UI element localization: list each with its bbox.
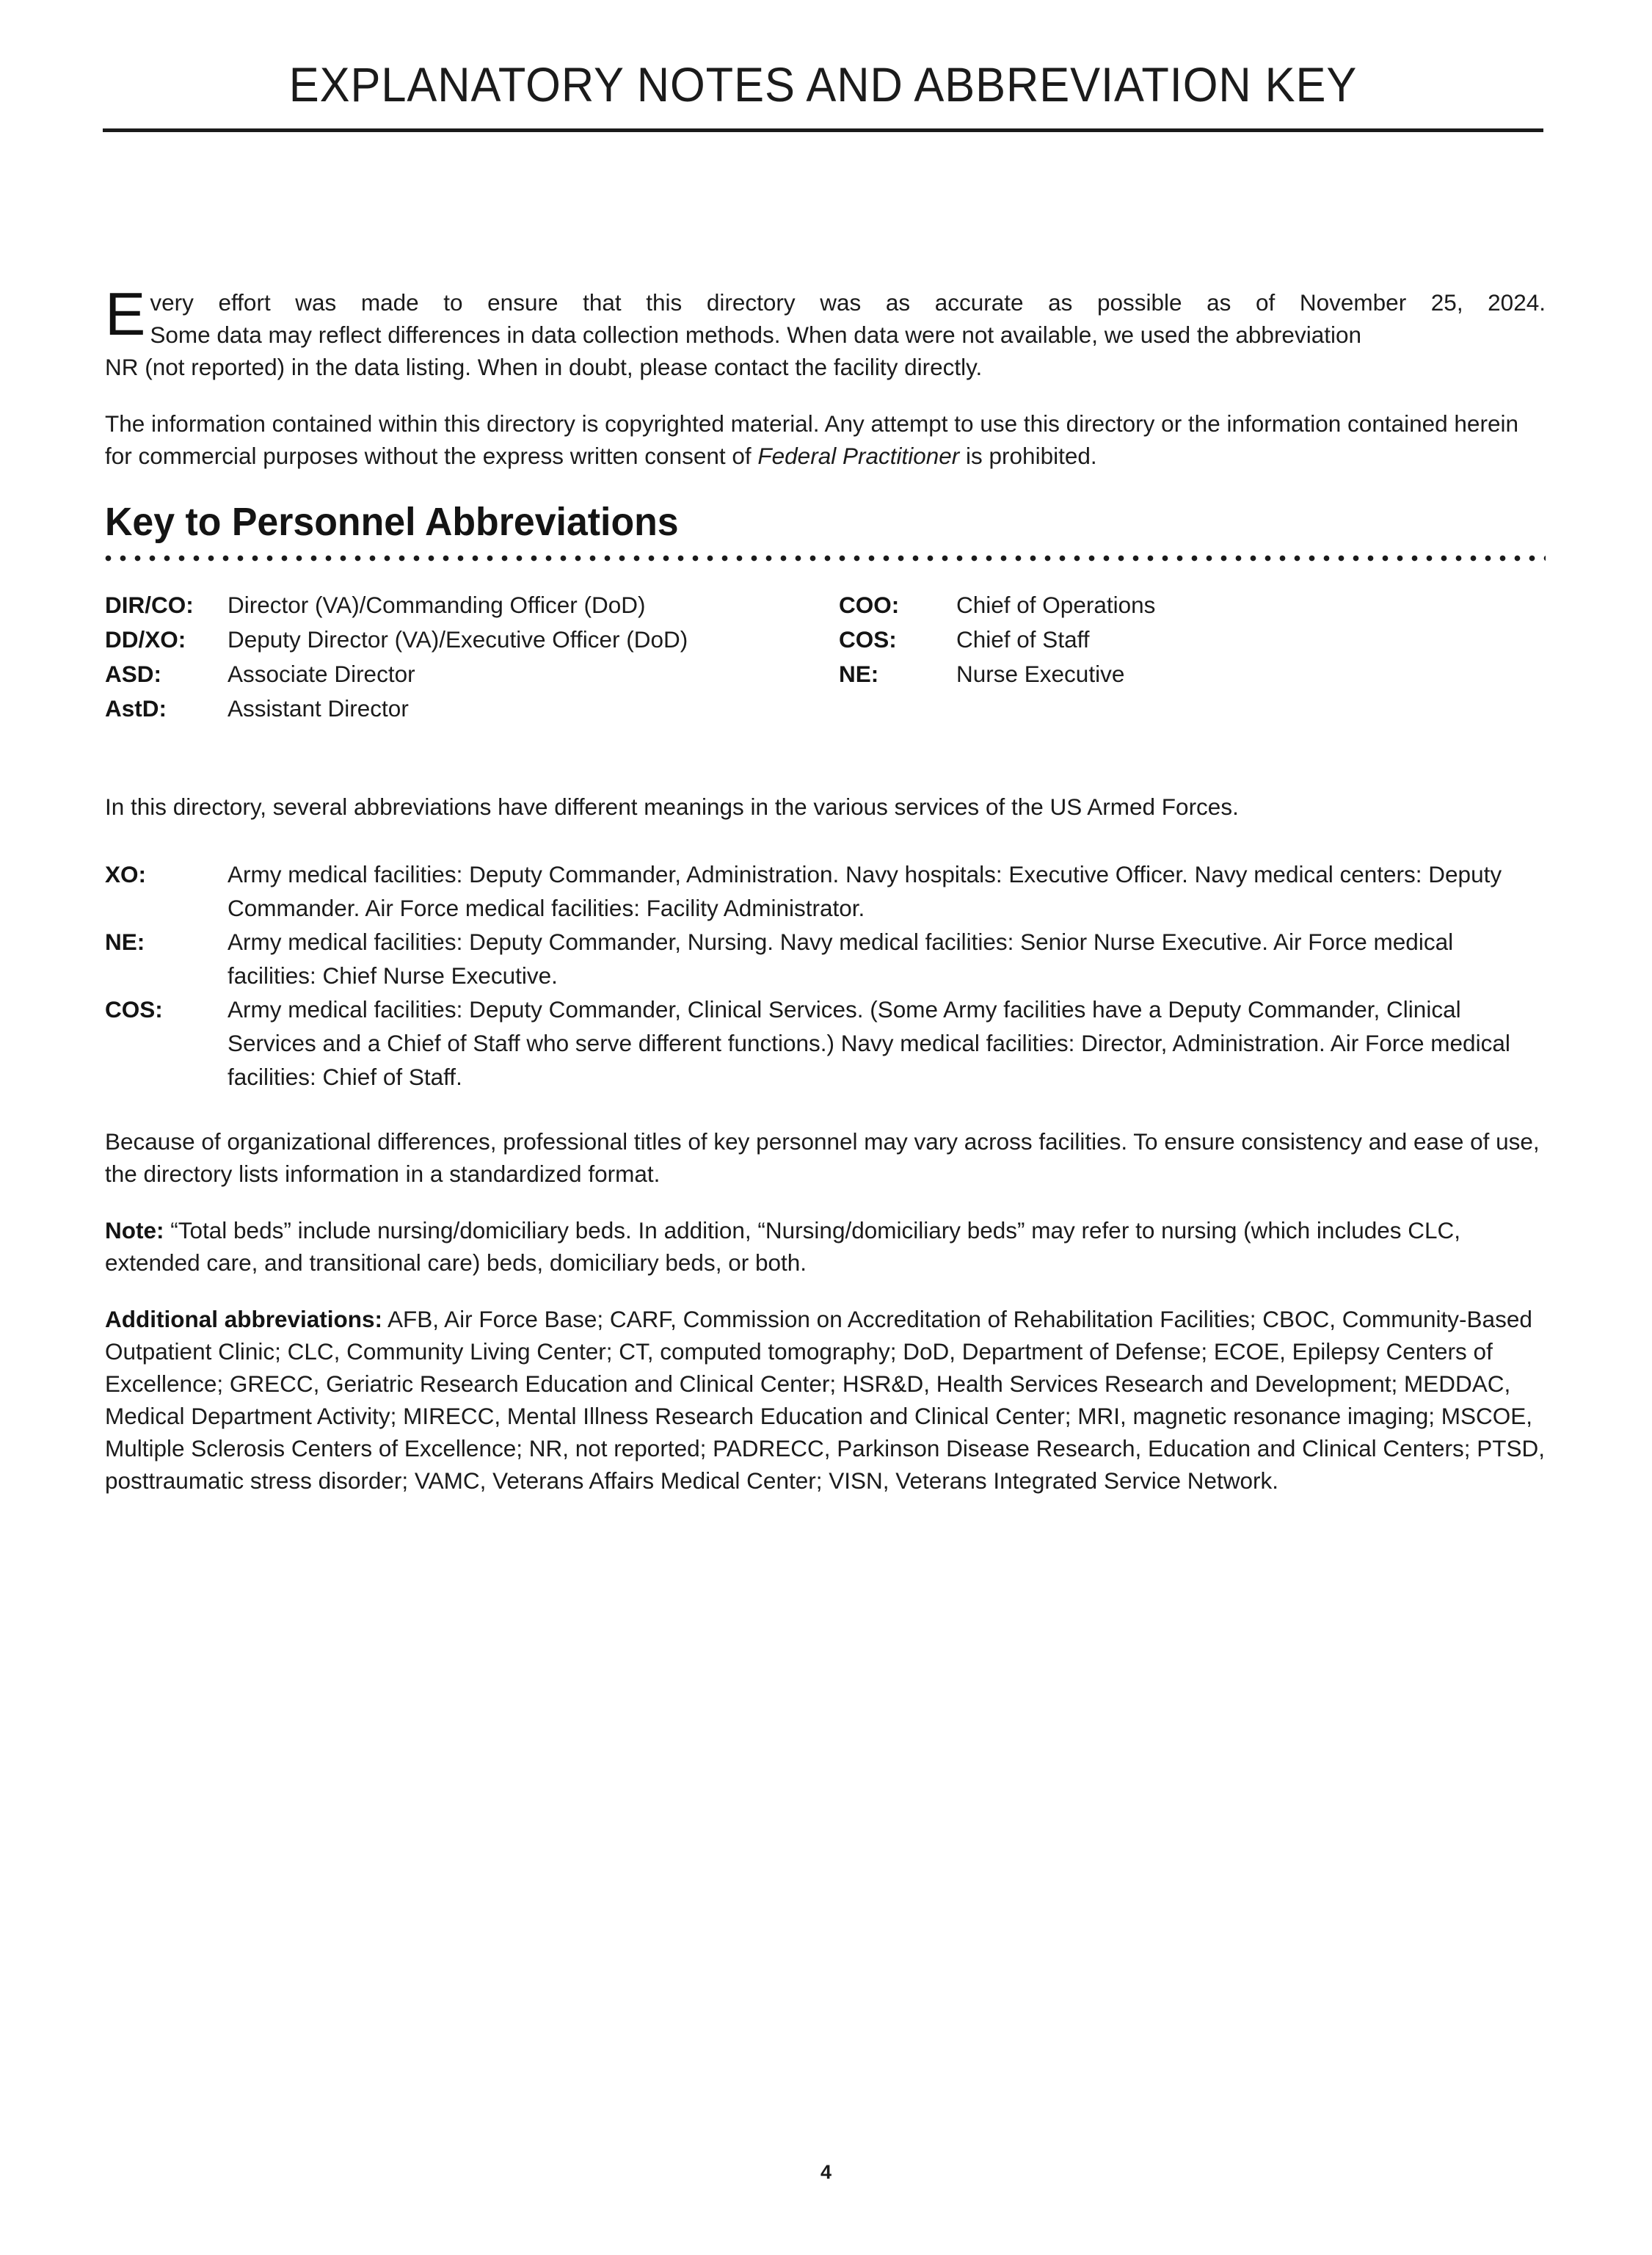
service-definition-value: Army medical facilities: Deputy Commander, Clinical Services. (Some Army facilities have a Deputy Commander, Clinical Services and a Chief of Staff who serve different functions.) Navy medical facilities: Director, Administration. Air Force medical facilities: Chief of Staff. [228,995,1510,1090]
service-definition-row [105,857,1546,925]
publication-title: Federal Practitioner [757,443,960,469]
spacer [105,383,1546,407]
abbreviation-column-right [839,588,1499,726]
personnel-abbreviation-table [105,588,1546,726]
drop-cap-letter: E [105,280,146,348]
abbreviation-value: Director (VA)/Commanding Officer (DoD) [228,591,646,618]
abbreviation-key: AstD: [105,694,167,722]
service-definition-key: NE: [105,928,145,955]
abbreviation-key: COS: [839,625,897,653]
abbreviation-value: Assistant Director [228,694,409,722]
spacer [105,562,1546,588]
spacer [105,1190,1546,1214]
header-divider-rule [103,128,1543,132]
copyright-text-part-1: The information contained within this directory is copyrighted material. Any attempt to use this directory or the information contained herein for commercial purposes without the express written consent of [105,410,1518,469]
abbreviation-value: Chief of Operations [956,591,1156,618]
abbreviation-column-left [105,588,839,726]
abbreviation-value: Deputy Director (VA)/Executive Officer (DoD) [228,625,688,653]
intro-paragraph [105,280,1546,383]
service-definition-value: Army medical facilities: Deputy Commander, Nursing. Navy medical facilities: Senior Nurse Executive. Air Force medical facilities: Chief Nurse Executive. [228,928,1454,989]
spacer [105,1279,1546,1303]
services-intro-paragraph: In this directory, several abbreviations have different meanings in the various services of the US Armed Forces. [105,793,1239,820]
abbreviation-row [839,588,1499,622]
organizational-differences-paragraph: Because of organizational differences, professional titles of key personnel may vary across facilities. To ensure consistency and ease of use, the directory lists information in a standardized format. [105,1128,1540,1187]
document-body [105,280,1546,1497]
abbreviation-row [105,588,839,622]
beds-note-label: Note: [105,1216,164,1243]
spacer [105,726,1546,791]
page-number: 4 [820,2161,832,2183]
spacer [105,472,1546,501]
copyright-paragraph [105,407,1546,472]
beds-note-paragraph [105,1214,1546,1279]
abbreviation-row [839,657,1499,691]
copyright-text-part-2: is prohibited. [959,443,1097,469]
abbreviation-row [105,622,839,657]
abbreviation-key: NE: [839,660,879,687]
abbreviation-key: DIR/CO: [105,591,194,618]
abbreviation-row [839,622,1499,657]
abbreviation-row [105,691,839,726]
spacer [105,823,1546,857]
abbreviation-row [105,657,839,691]
additional-abbreviations-paragraph [105,1303,1546,1497]
service-definition-value: Army medical facilities: Deputy Commander, Administration. Navy hospitals: Executive Officer. Navy medical centers: Deputy Commander. Air Force medical facilities: Facility Administrator. [228,860,1502,921]
page-title: EXPLANATORY NOTES AND ABBREVIATION KEY [288,57,1358,112]
abbreviation-value: Chief of Staff [956,625,1090,653]
spacer [105,1094,1546,1125]
intro-line-2: Some data may reflect differences in data collection methods. When data were not available, we used the abbreviation [150,322,1362,348]
abbreviation-value: Nurse Executive [956,660,1125,687]
abbreviation-key: DD/XO: [105,625,186,653]
abbreviation-key: ASD: [105,660,161,687]
service-definition-row [105,992,1546,1094]
service-definition-key: COS: [105,995,163,1023]
intro-line-1: very effort was made to ensure that this directory was as accurate as possible as of November 25, 2024. [150,289,1546,316]
service-definition-list [105,857,1546,1094]
additional-abbreviations-text: AFB, Air Force Base; CARF, Commission on Accreditation of Rehabilitation Facilities; CBOC, Community-Based Outpatient Clinic; CLC, Community Living Center; CT, computed tomography; DoD, Department of Defense; ECOE, Epilepsy Centers of Excellence; GRECC, Geriatric Research Education and Clinical Center; HSR&D, Health Services Research and Development; MEDDAC, Medical Department Activity; MIRECC, Mental Illness Research Education and Clinical Center; MRI, magnetic resonance imaging; MSCOE, Multiple Sclerosis Centers of Excellence; NR, not reported; PADRECC, Parkinson Disease Research, Education and Clinical Centers; PTSD, posttraumatic stress disorder; VAMC, Veterans Affairs Medical Center; VISN, Veterans Integrated Service Network. [105,1305,1545,1494]
service-definition-key: XO: [105,860,147,887]
section-heading-personnel-abbreviations: Key to Personnel Abbreviations [105,500,679,544]
dotted-divider-rule [105,555,1546,562]
intro-line-3: NR (not reported) in the data listing. When in doubt, please contact the facility directly. [105,354,983,380]
service-definition-row [105,925,1546,992]
beds-note-text: “Total beds” include nursing/domiciliary beds. In addition, “Nursing/domiciliary beds” may refer to nursing (which includes CLC, extended care, and transitional care) beds, domiciliary beds, or both. [105,1216,1461,1276]
additional-abbreviations-label: Additional abbreviations: [105,1305,383,1332]
abbreviation-value: Associate Director [228,660,415,687]
page-header [103,57,1543,132]
abbreviation-key: COO: [839,591,900,618]
